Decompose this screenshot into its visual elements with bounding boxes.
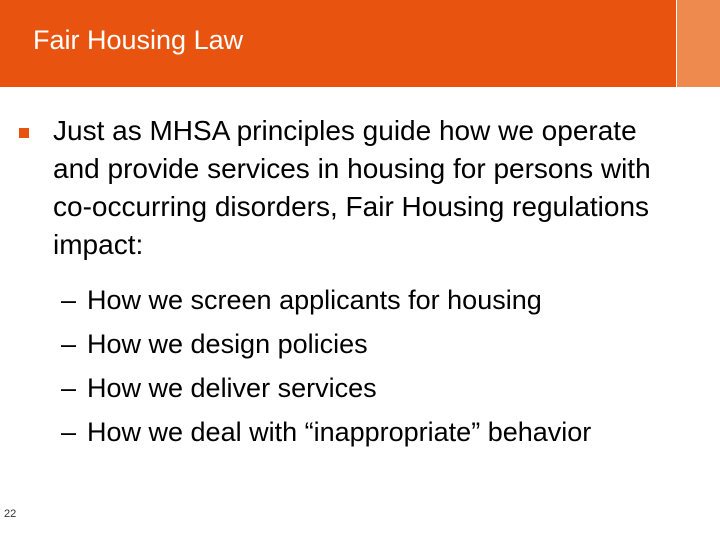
- sub-bullet-text: How we deliver services: [87, 373, 377, 403]
- sub-bullet-text: How we design policies: [87, 329, 368, 359]
- sub-bullet-list: [61, 278, 687, 451]
- square-bullet-icon: [19, 128, 29, 138]
- sub-bullet-item: [61, 278, 687, 322]
- sub-bullet-item: [61, 366, 687, 410]
- dash-bullet: –: [61, 417, 77, 447]
- sub-bullet-item: [61, 413, 607, 451]
- sub-bullet-text: How we deal with “inappropriate” behavior: [87, 417, 592, 447]
- main-bullet-text: Just as MHSA principles guide how we operate and provide services in housing for persons with co-occurring disorders, Fair Housing regulations impact:: [53, 115, 651, 260]
- title-bar-accent: [677, 0, 720, 87]
- slide-title: Fair Housing Law: [33, 25, 244, 55]
- dash-bullet: –: [61, 329, 77, 359]
- dash-bullet: –: [61, 285, 77, 315]
- sub-bullet-item: [61, 322, 687, 366]
- dash-bullet: –: [61, 373, 77, 403]
- page-number: 22: [4, 508, 17, 520]
- sub-bullet-text: How we screen applicants for housing: [87, 285, 542, 315]
